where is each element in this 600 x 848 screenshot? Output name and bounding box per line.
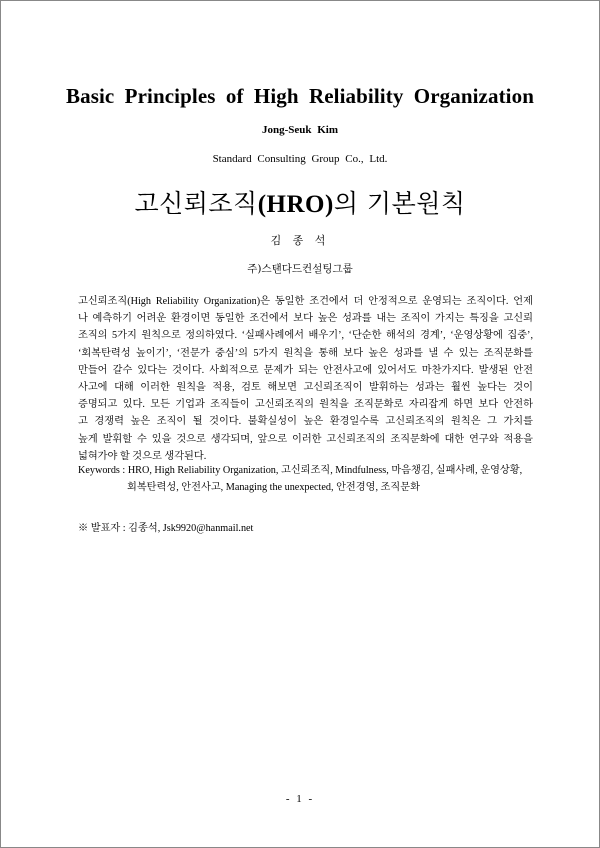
keywords (78, 462, 538, 496)
abstract-line: 만들어 갈수 있다는 것이다. 사회적으로 문제가 되는 안전사고에 있어서도 마찬가지다. 발생된 안전 (78, 364, 533, 376)
page-number: - 1 - (285, 793, 315, 805)
author-name-english: Jong-Seuk Kim (261, 124, 339, 136)
keywords-row (78, 462, 538, 479)
abstract-line: 넓혀가야 할 것으로 생각된다. (78, 450, 207, 462)
abstract (78, 293, 533, 465)
keywords-list-continued: 회복탄력성, 안전사고, Managing the unexpected, 안전경영, 조직문화 (127, 482, 420, 493)
abstract-line: 사고에 대해 이러한 원칙을 적용, 검토 해보면 고신뢰조직이 발휘하는 성과는 훨씬 높다는 것이 (78, 382, 533, 394)
abstract-line: 나 예측하기 어려운 환경이면 동일한 조건에서 보다 높은 성과를 내는 조직이 가지는 특징을 고신뢰 (78, 313, 533, 325)
paper-title-english: Basic Principles of High Reliability Organization (66, 84, 534, 108)
title-korean-acronym: (HRO) (257, 191, 334, 218)
abstract-line: 고 경쟁력 높은 조직이 될 것이다. 불확실성이 높은 환경일수록 고신뢰조직의 원칙은 그 가치를 (78, 416, 533, 428)
title-korean-prefix: 고신뢰조직 (134, 189, 258, 218)
affiliation-english: Standard Consulting Group Co., Ltd. (212, 153, 388, 165)
abstract-line: 조직의 5가지 원칙으로 정의하였다. ‘실패사례에서 배우기’, ‘단순한 해석의 경계’, ‘운영상황에 집중’, (78, 330, 533, 342)
title-korean-suffix: 의 기본원칙 (333, 189, 466, 218)
presenter-note: ※ 발표자 : 김종석, Jsk9920@hanmail.net (78, 523, 254, 534)
author-name-korean: 김 종 석 (270, 234, 330, 247)
paper-title-korean (0, 184, 600, 220)
abstract-line: ‘회복탄력성 높이기’, ‘전문가 중심’의 5가지 원칙을 통해 보다 높은 성과를 낼 수 있는 조직문화를 (78, 347, 533, 359)
abstract-line: 높게 발휘할 수 있을 것으로 생각되며, 앞으로 이러한 고신뢰조직의 조직문화에 대한 연구와 적용을 (78, 433, 533, 445)
keywords-list: HRO, High Reliability Organization, 고신뢰조직, Mindfulness, 마음챙김, 실패사례, 운영상황, (127, 465, 523, 476)
abstract-line: 증명되고 있다. 모든 기업과 조직들이 고신뢰조직의 원칙을 조직문화로 자리잡게 하면 보다 안전하 (78, 399, 533, 411)
affiliation-korean: 주)스탠다드컨설팅그룹 (247, 263, 353, 275)
abstract-line: 고신뢰조직(High Reliability Organization)은 동일한 조건에서 더 안정적으로 운영되는 조직이다. 언제 (78, 296, 533, 307)
keywords-label: Keywords : (78, 465, 126, 476)
